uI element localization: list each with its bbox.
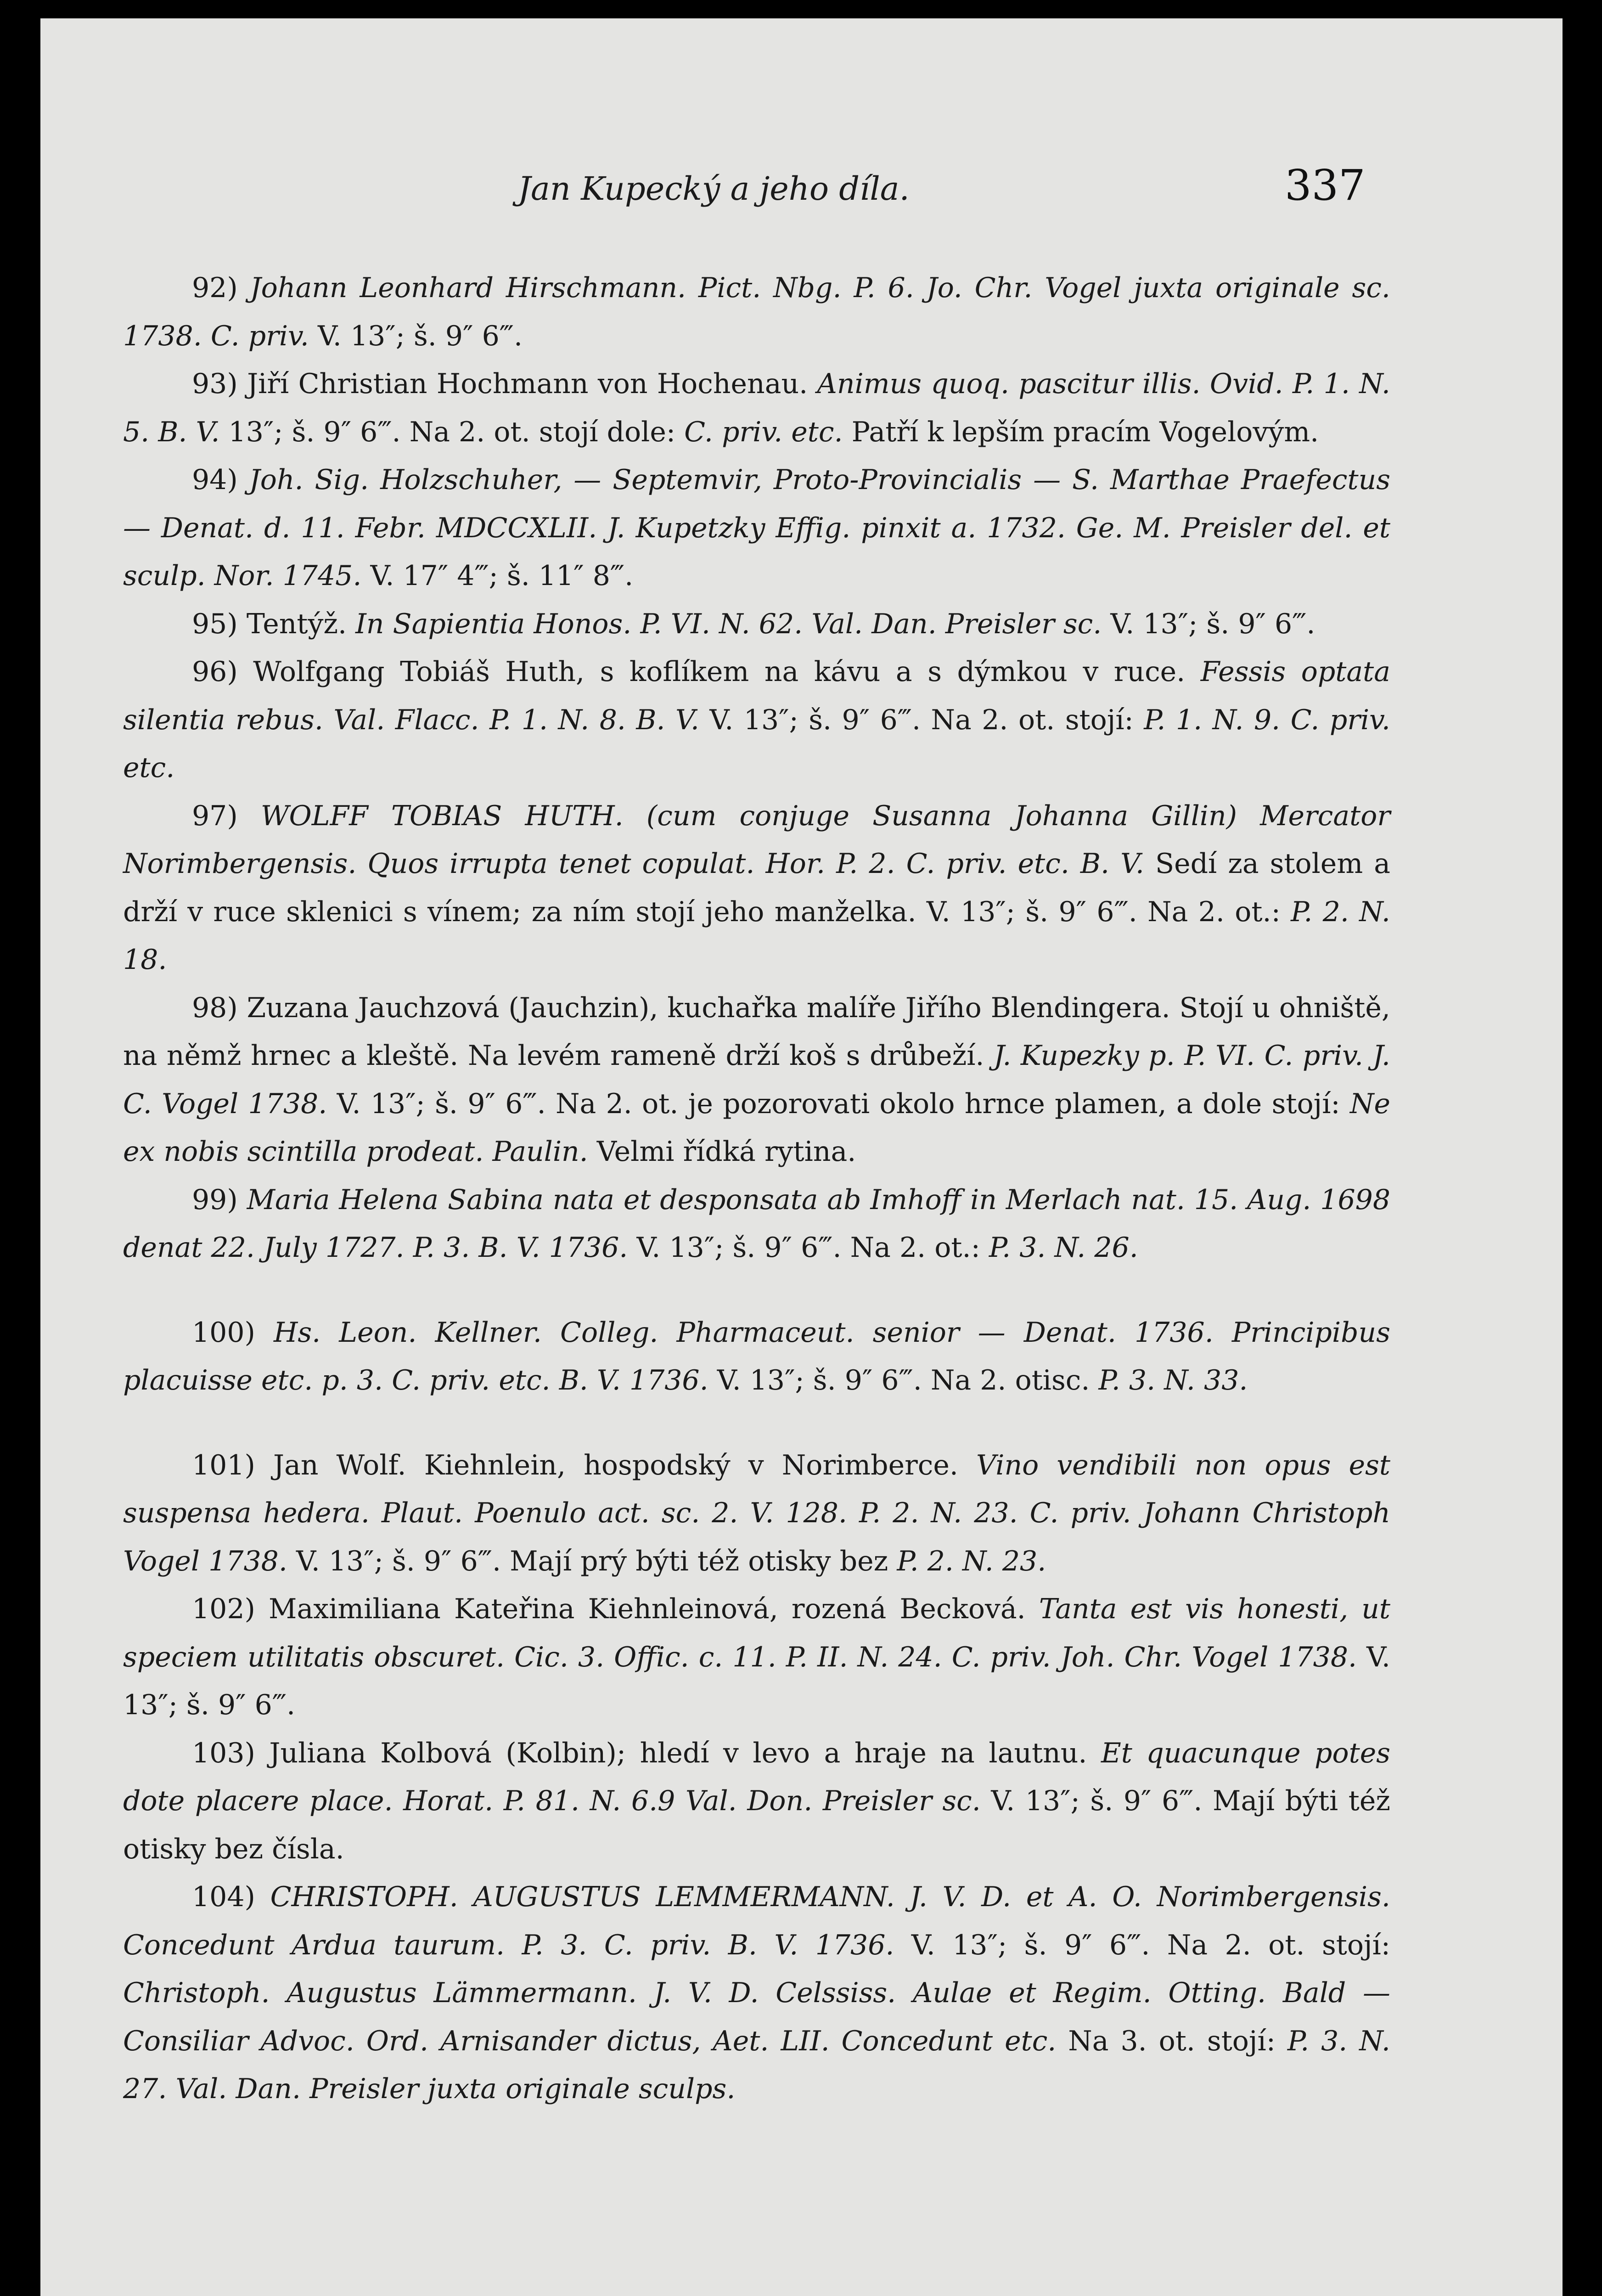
entry-italic-text: P. 2. N. 23.	[897, 1545, 1046, 1577]
catalogue-entries	[123, 264, 1390, 2113]
entry-text: Sedí za stolem a drží v ruce sklenici s vínem; za ním stojí jeho manželka. V. 13″; š. 9″ 6‴. Na 2. ot.:	[123, 848, 1390, 928]
entry-text: Patří k lepším pracím Vogelovým.	[843, 416, 1319, 448]
entry-text: 95) Tentýž.	[192, 608, 356, 640]
entry-text: 92)	[192, 272, 250, 304]
entry-text: V. 13″; š. 9″ 6‴. Na 2. ot. stojí:	[894, 1929, 1390, 1961]
entry-italic-text: Christoph. Augustus Lämmermann. J. V. D. Celssiss. Aulae et Regim. Otting. Bald — Consiliar Advoc. Ord. Arnisander dictus, Aet. LII. Concedunt etc.	[123, 1977, 1390, 2057]
entry-italic-text: Joh. Sig. Holzschuher, — Septemvir, Proto-Provincialis — S. Marthae Praefectus — Denat. d. 11. Febr. MDCCXLII. J. Kupetzky Effig. pinxit a. 1732. Ge. M. Preisler del. et sculp. Nor. 1745.	[123, 464, 1391, 592]
catalogue-entry	[123, 360, 1390, 456]
entry-italic-text: P. 3. N. 26.	[989, 1232, 1138, 1264]
catalogue-entry	[123, 1441, 1390, 1586]
entry-text: V. 13″; š. 9″ 6‴.	[123, 1641, 1390, 1721]
entry-italic-text: C. priv. etc.	[684, 416, 843, 448]
catalogue-entry	[123, 792, 1390, 984]
entry-text: V. 13″; š. 9″ 6‴. Na 2. ot. je pozorovati okolo hrnce plamen, a dole stojí:	[327, 1087, 1350, 1120]
page-header	[40, 161, 1563, 216]
entry-text: 13″; š. 9″ 6‴. Na 2. ot. stojí dole:	[219, 416, 685, 448]
entry-text: 104)	[192, 1881, 270, 1913]
entry-text: V. 13″; š. 9″ 6‴. Mají býti též otisky bez čísla.	[123, 1785, 1390, 1865]
entry-text: Na 3. ot. stojí:	[1056, 2025, 1287, 2057]
entry-italic-text: Animus quoq. pascitur illis. Ovid. P. 1. N. 5. B. V.	[123, 368, 1390, 448]
entry-text: V. 13″; š. 9″ 6‴. Na 2. ot. stojí:	[699, 703, 1144, 736]
catalogue-entry	[123, 456, 1390, 600]
catalogue-entry	[123, 264, 1390, 360]
entry-italic-text: P. 2. N. 18.	[123, 895, 1390, 976]
entry-text: V. 13″; š. 9″ 6‴. Na 2. otisc.	[708, 1364, 1099, 1396]
entry-text: V. 13″; š. 9″ 6‴.	[1102, 608, 1315, 640]
document-page	[40, 18, 1563, 2296]
catalogue-entry	[123, 1176, 1390, 1272]
entry-text: V. 13″; š. 9″ 6‴.	[309, 320, 523, 352]
entry-italic-text: P. 1. N. 9. C. priv. etc.	[123, 703, 1391, 784]
entry-text: 102) Maximiliana Kateřina Kiehnleinová, rozená Becková.	[192, 1593, 1039, 1625]
entry-text: 93) Jiří Christian Hochmann von Hochenau.	[192, 368, 817, 400]
entry-text: 97)	[192, 799, 261, 832]
entry-text: 99)	[192, 1183, 247, 1216]
entry-text: 96) Wolfgang Tobiáš Huth, s koflíkem na kávu a s dýmkou v ruce.	[192, 656, 1201, 688]
entry-text: 103) Juliana Kolbová (Kolbin); hledí v levo a hraje na lautnu.	[192, 1737, 1101, 1769]
entry-text: 100)	[192, 1316, 274, 1349]
entry-text: 94)	[192, 464, 249, 496]
entry-italic-text: CHRISTOPH. AUGUSTUS LEMMERMANN. J. V. D. et A. O. Norimbergensis. Concedunt Ardua taurum. P. 3. C. priv. B. V. 1736.	[123, 1881, 1390, 1961]
entry-italic-text: P. 3. N. 33.	[1098, 1364, 1248, 1396]
entry-italic-text: Et quacunque potes dote placere place. Horat. P. 81. N. 6.9 Val. Don. Preisler sc.	[123, 1737, 1391, 1817]
entry-italic-text: Tanta est vis honesti, ut speciem utilitatis obscuret. Cic. 3. Offic. c. 11. P. II. N. 24. C. priv. Joh. Chr. Vogel 1738.	[123, 1593, 1390, 1673]
entry-italic-text: In Sapientia Honos. P. VI. N. 62. Val. Dan. Preisler sc.	[355, 608, 1102, 640]
catalogue-entry	[123, 984, 1390, 1176]
entry-italic-text: P. 3. N. 27. Val. Dan. Preisler juxta originale sculps.	[123, 2025, 1390, 2105]
entry-italic-text: Vino vendibili non opus est suspensa hedera. Plaut. Poenulo act. sc. 2. V. 128. P. 2. N. 23. C. priv. Johann Christoph Vogel 1738.	[123, 1449, 1390, 1577]
catalogue-entry	[123, 648, 1390, 792]
catalogue-entry	[123, 1729, 1390, 1874]
entry-italic-text: WOLFF TOBIAS HUTH. (cum conjuge Susanna Johanna Gillin) Mercator Norimbergensis. Quos irrupta tenet copulat. Hor. P. 2. C. priv. etc. B. V.	[123, 799, 1390, 880]
catalogue-entry	[123, 600, 1390, 648]
entry-text: V. 13″; š. 9″ 6‴. Mají prý býti též otisky bez	[287, 1545, 897, 1577]
entry-text: V. 17″ 4‴; š. 11″ 8‴.	[361, 560, 634, 592]
page-number: 337	[1285, 161, 1366, 210]
catalogue-entry	[123, 1309, 1390, 1405]
entry-italic-text: Maria Helena Sabina nata et desponsata ab Imhoff in Merlach nat. 15. Aug. 1698 denat 22. July 1727. P. 3. B. V. 1736.	[123, 1183, 1390, 1264]
catalogue-entry	[123, 1585, 1390, 1729]
entry-italic-text: J. Kupezky p. P. VI. C. priv. J. C. Vogel 1738.	[123, 1040, 1390, 1120]
entry-text: Velmi řídká rytina.	[588, 1136, 856, 1168]
entry-text: 101) Jan Wolf. Kiehnlein, hospodský v Norimberce.	[192, 1449, 977, 1481]
entry-italic-text: Johann Leonhard Hirschmann. Pict. Nbg. P. 6. Jo. Chr. Vogel juxta originale sc. 1738. C. priv.	[123, 272, 1391, 352]
entry-text: 98) Zuzana Jauchzová (Jauchzin), kuchařka malíře Jiřího Blendingera. Stojí u ohniště, na němž hrnec a kleště. Na levém rameně drží koš s drůbeží.	[123, 991, 1390, 1072]
catalogue-entry	[123, 1873, 1390, 2113]
running-title: Jan Kupecký a jeho díla.	[518, 170, 910, 208]
entry-text: V. 13″; š. 9″ 6‴. Na 2. ot.:	[628, 1232, 989, 1264]
entry-italic-text: Ne ex nobis scintilla prodeat. Paulin.	[123, 1087, 1390, 1168]
entry-italic-text: Fessis optata silentia rebus. Val. Flacc. P. 1. N. 8. B. V.	[123, 656, 1390, 736]
entry-italic-text: Hs. Leon. Kellner. Colleg. Pharmaceut. senior — Denat. 1736. Principibus placuisse etc. p. 3. C. priv. etc. B. V. 1736.	[123, 1316, 1390, 1396]
